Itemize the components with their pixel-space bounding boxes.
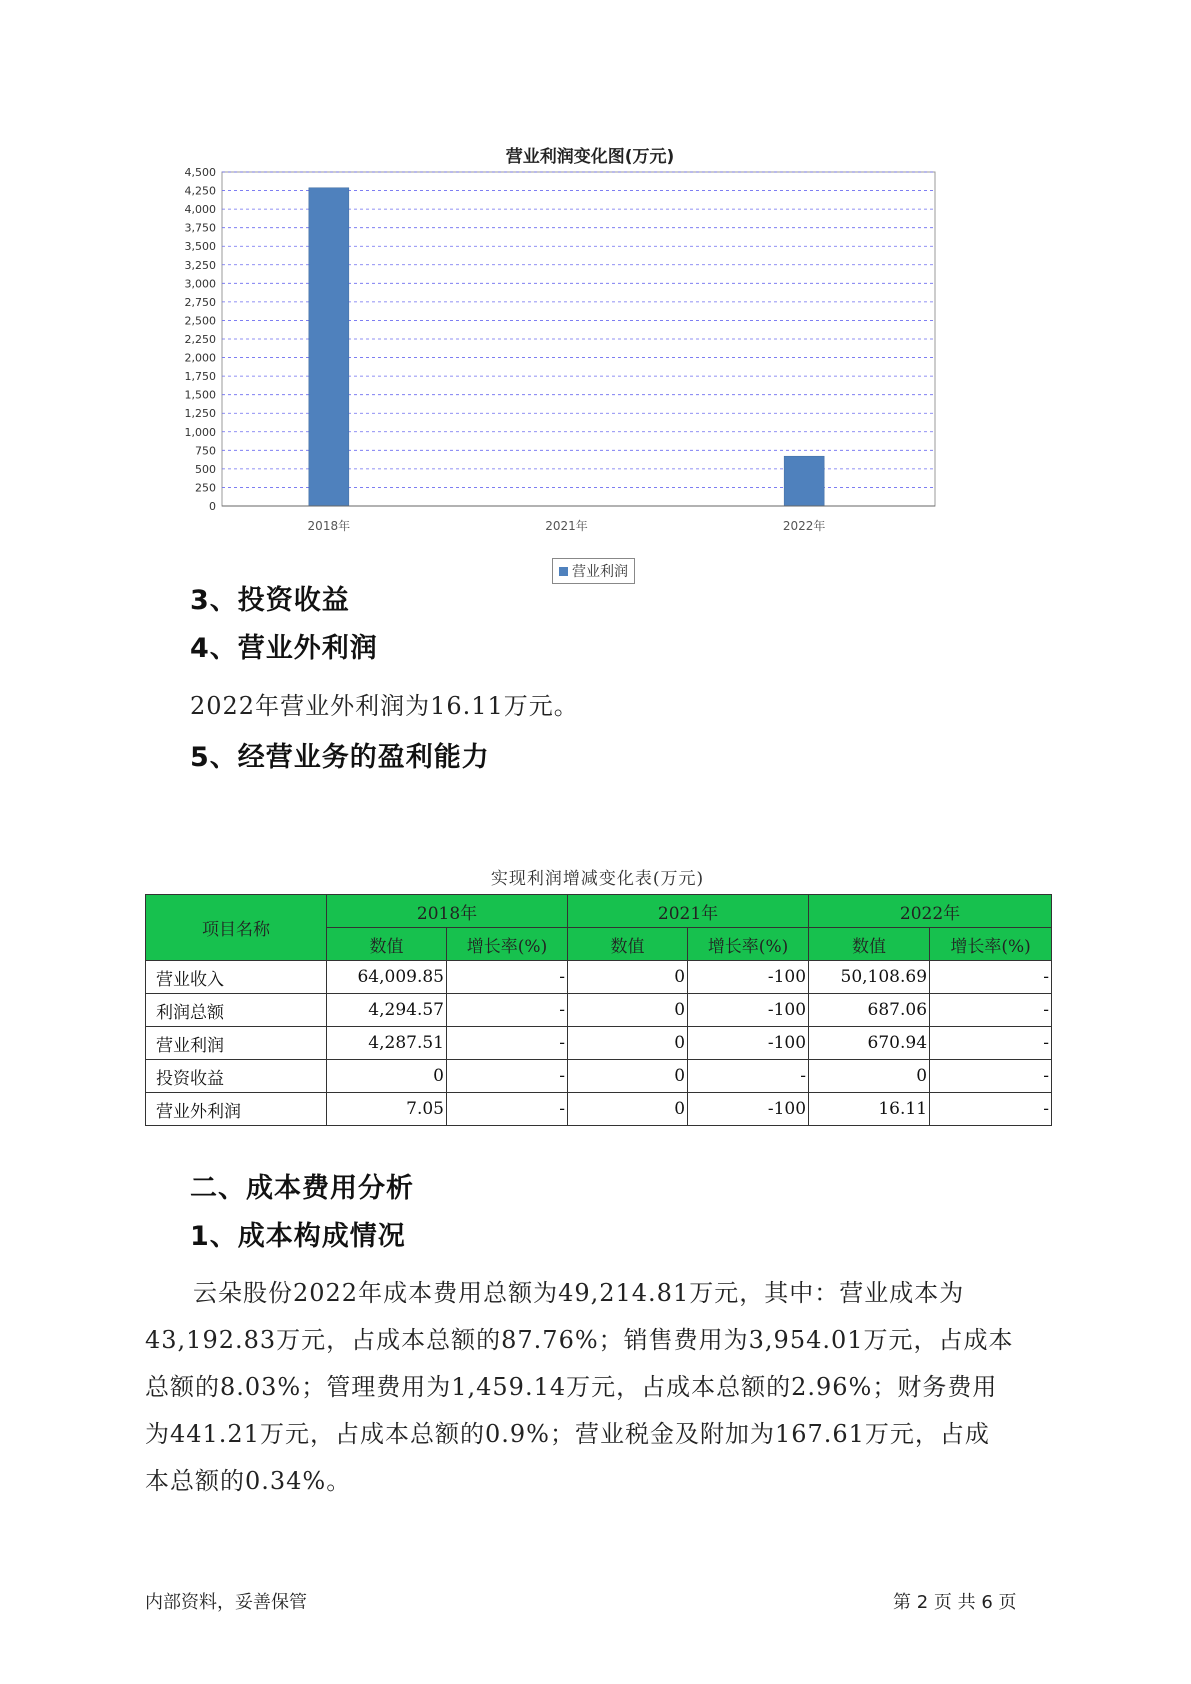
cost-line: 为441.21万元，占成本总额的0.9%；营业税金及附加为167.61万元，占成 <box>145 1420 990 1448</box>
y-tick-label: 4,000 <box>184 203 216 217</box>
footer-page-number: 第 2 页 共 6 页 <box>893 1592 1017 1613</box>
profit-change-table <box>145 894 1052 1126</box>
cost-line: 本总额的0.34%。 <box>145 1467 352 1495</box>
heading-investment-income: 3、投资收益 <box>190 585 350 616</box>
value-2022: 50,108.69 <box>809 961 930 994</box>
non-operating-profit-text: 2022年营业外利润为16.11万元。 <box>190 692 579 720</box>
heading-cost-structure: 1、成本构成情况 <box>190 1221 406 1252</box>
value-2022: 670.94 <box>809 1027 930 1060</box>
growth-2022: - <box>930 961 1052 994</box>
y-tick-label: 250 <box>195 481 216 495</box>
growth-2018: - <box>447 1060 568 1093</box>
value-2021: 0 <box>568 994 688 1027</box>
cost-line: 43,192.83万元，占成本总额的87.76%；销售费用为3,954.01万元，占成本 <box>145 1326 1014 1354</box>
y-tick-label: 4,500 <box>184 166 216 179</box>
y-tick-label: 2,250 <box>184 333 216 346</box>
value-2018: 4,294.57 <box>327 994 447 1027</box>
header-year-2021: 2021年 <box>568 895 809 928</box>
cost-line: 总额的8.03%；管理费用为1,459.14万元，占成本总额的2.96%；财务费用 <box>145 1373 998 1401</box>
row-label: 营业利润 <box>146 1027 327 1060</box>
growth-2018: - <box>447 994 568 1027</box>
header-value: 数值 <box>809 928 930 961</box>
row-label: 营业收入 <box>146 961 327 994</box>
y-tick-label: 1,500 <box>184 388 216 402</box>
y-tick-label: 3,750 <box>184 221 216 235</box>
legend-swatch <box>559 567 568 576</box>
y-tick-label: 500 <box>195 462 216 476</box>
y-tick-label: 1,000 <box>184 425 216 439</box>
table-caption: 实现利润增减变化表(万元) <box>490 869 705 889</box>
y-tick-label: 4,250 <box>184 184 216 198</box>
heading-cost-analysis: 二、成本费用分析 <box>190 1173 414 1204</box>
header-year-2022: 2022年 <box>809 895 1052 928</box>
y-tick-label: 750 <box>195 444 216 458</box>
growth-2021: -100 <box>688 994 809 1027</box>
growth-2021: - <box>688 1060 809 1093</box>
header-growth: 增长率(%) <box>930 928 1052 961</box>
value-2018: 0 <box>327 1060 447 1093</box>
growth-2018: - <box>447 961 568 994</box>
y-tick-label: 3,250 <box>184 258 216 272</box>
y-tick-label: 1,250 <box>184 407 216 421</box>
y-tick-label: 0 <box>209 500 216 513</box>
x-tick-label: 2022年 <box>782 519 826 533</box>
header-growth: 增长率(%) <box>688 928 809 961</box>
growth-2022: - <box>930 994 1052 1027</box>
growth-2022: - <box>930 1093 1052 1126</box>
cost-paragraph <box>145 1270 1050 1505</box>
row-label: 投资收益 <box>146 1060 327 1093</box>
chart-legend <box>552 558 635 584</box>
table-row <box>146 1093 1052 1126</box>
y-tick-label: 2,750 <box>184 295 216 309</box>
y-tick-label: 1,750 <box>184 370 216 384</box>
header-growth: 增长率(%) <box>447 928 568 961</box>
row-label: 营业外利润 <box>146 1093 327 1126</box>
value-2022: 16.11 <box>809 1093 930 1126</box>
value-2018: 64,009.85 <box>327 961 447 994</box>
heading-profitability: 5、经营业务的盈利能力 <box>190 742 490 773</box>
header-item-name: 项目名称 <box>146 895 327 961</box>
header-value: 数值 <box>327 928 447 961</box>
value-2021: 0 <box>568 1060 688 1093</box>
heading-non-operating-profit: 4、营业外利润 <box>190 633 378 664</box>
growth-2022: - <box>930 1027 1052 1060</box>
value-2022: 687.06 <box>809 994 930 1027</box>
header-value: 数值 <box>568 928 688 961</box>
footer-confidential: 内部资料，妥善保管 <box>145 1592 307 1613</box>
growth-2021: -100 <box>688 1093 809 1126</box>
value-2021: 0 <box>568 1027 688 1060</box>
y-tick-label: 2,500 <box>184 314 216 328</box>
cost-line: 云朵股份2022年成本费用总额为49,214.81万元，其中：营业成本为 <box>193 1279 965 1307</box>
growth-2021: -100 <box>688 961 809 994</box>
profit-chart <box>150 136 1030 596</box>
growth-2018: - <box>447 1027 568 1060</box>
table-row <box>146 994 1052 1027</box>
bar <box>309 188 349 506</box>
x-tick-label: 2021年 <box>545 519 588 533</box>
bar <box>784 456 824 506</box>
value-2021: 0 <box>568 1093 688 1126</box>
growth-2021: -100 <box>688 1027 809 1060</box>
y-tick-label: 3,000 <box>184 277 216 291</box>
table-row <box>146 1060 1052 1093</box>
chart-title: 营业利润变化图(万元) <box>505 147 675 167</box>
value-2022: 0 <box>809 1060 930 1093</box>
legend-label: 营业利润 <box>572 564 628 580</box>
y-tick-label: 3,500 <box>184 240 216 254</box>
row-label: 利润总额 <box>146 994 327 1027</box>
value-2018: 4,287.51 <box>327 1027 447 1060</box>
growth-2018: - <box>447 1093 568 1126</box>
x-tick-label: 2018年 <box>307 519 351 533</box>
chart-plot <box>150 166 1030 556</box>
value-2018: 7.05 <box>327 1093 447 1126</box>
y-tick-label: 2,000 <box>184 351 216 365</box>
value-2021: 0 <box>568 961 688 994</box>
table-row <box>146 1027 1052 1060</box>
growth-2022: - <box>930 1060 1052 1093</box>
header-year-2018: 2018年 <box>327 895 568 928</box>
table-row <box>146 961 1052 994</box>
